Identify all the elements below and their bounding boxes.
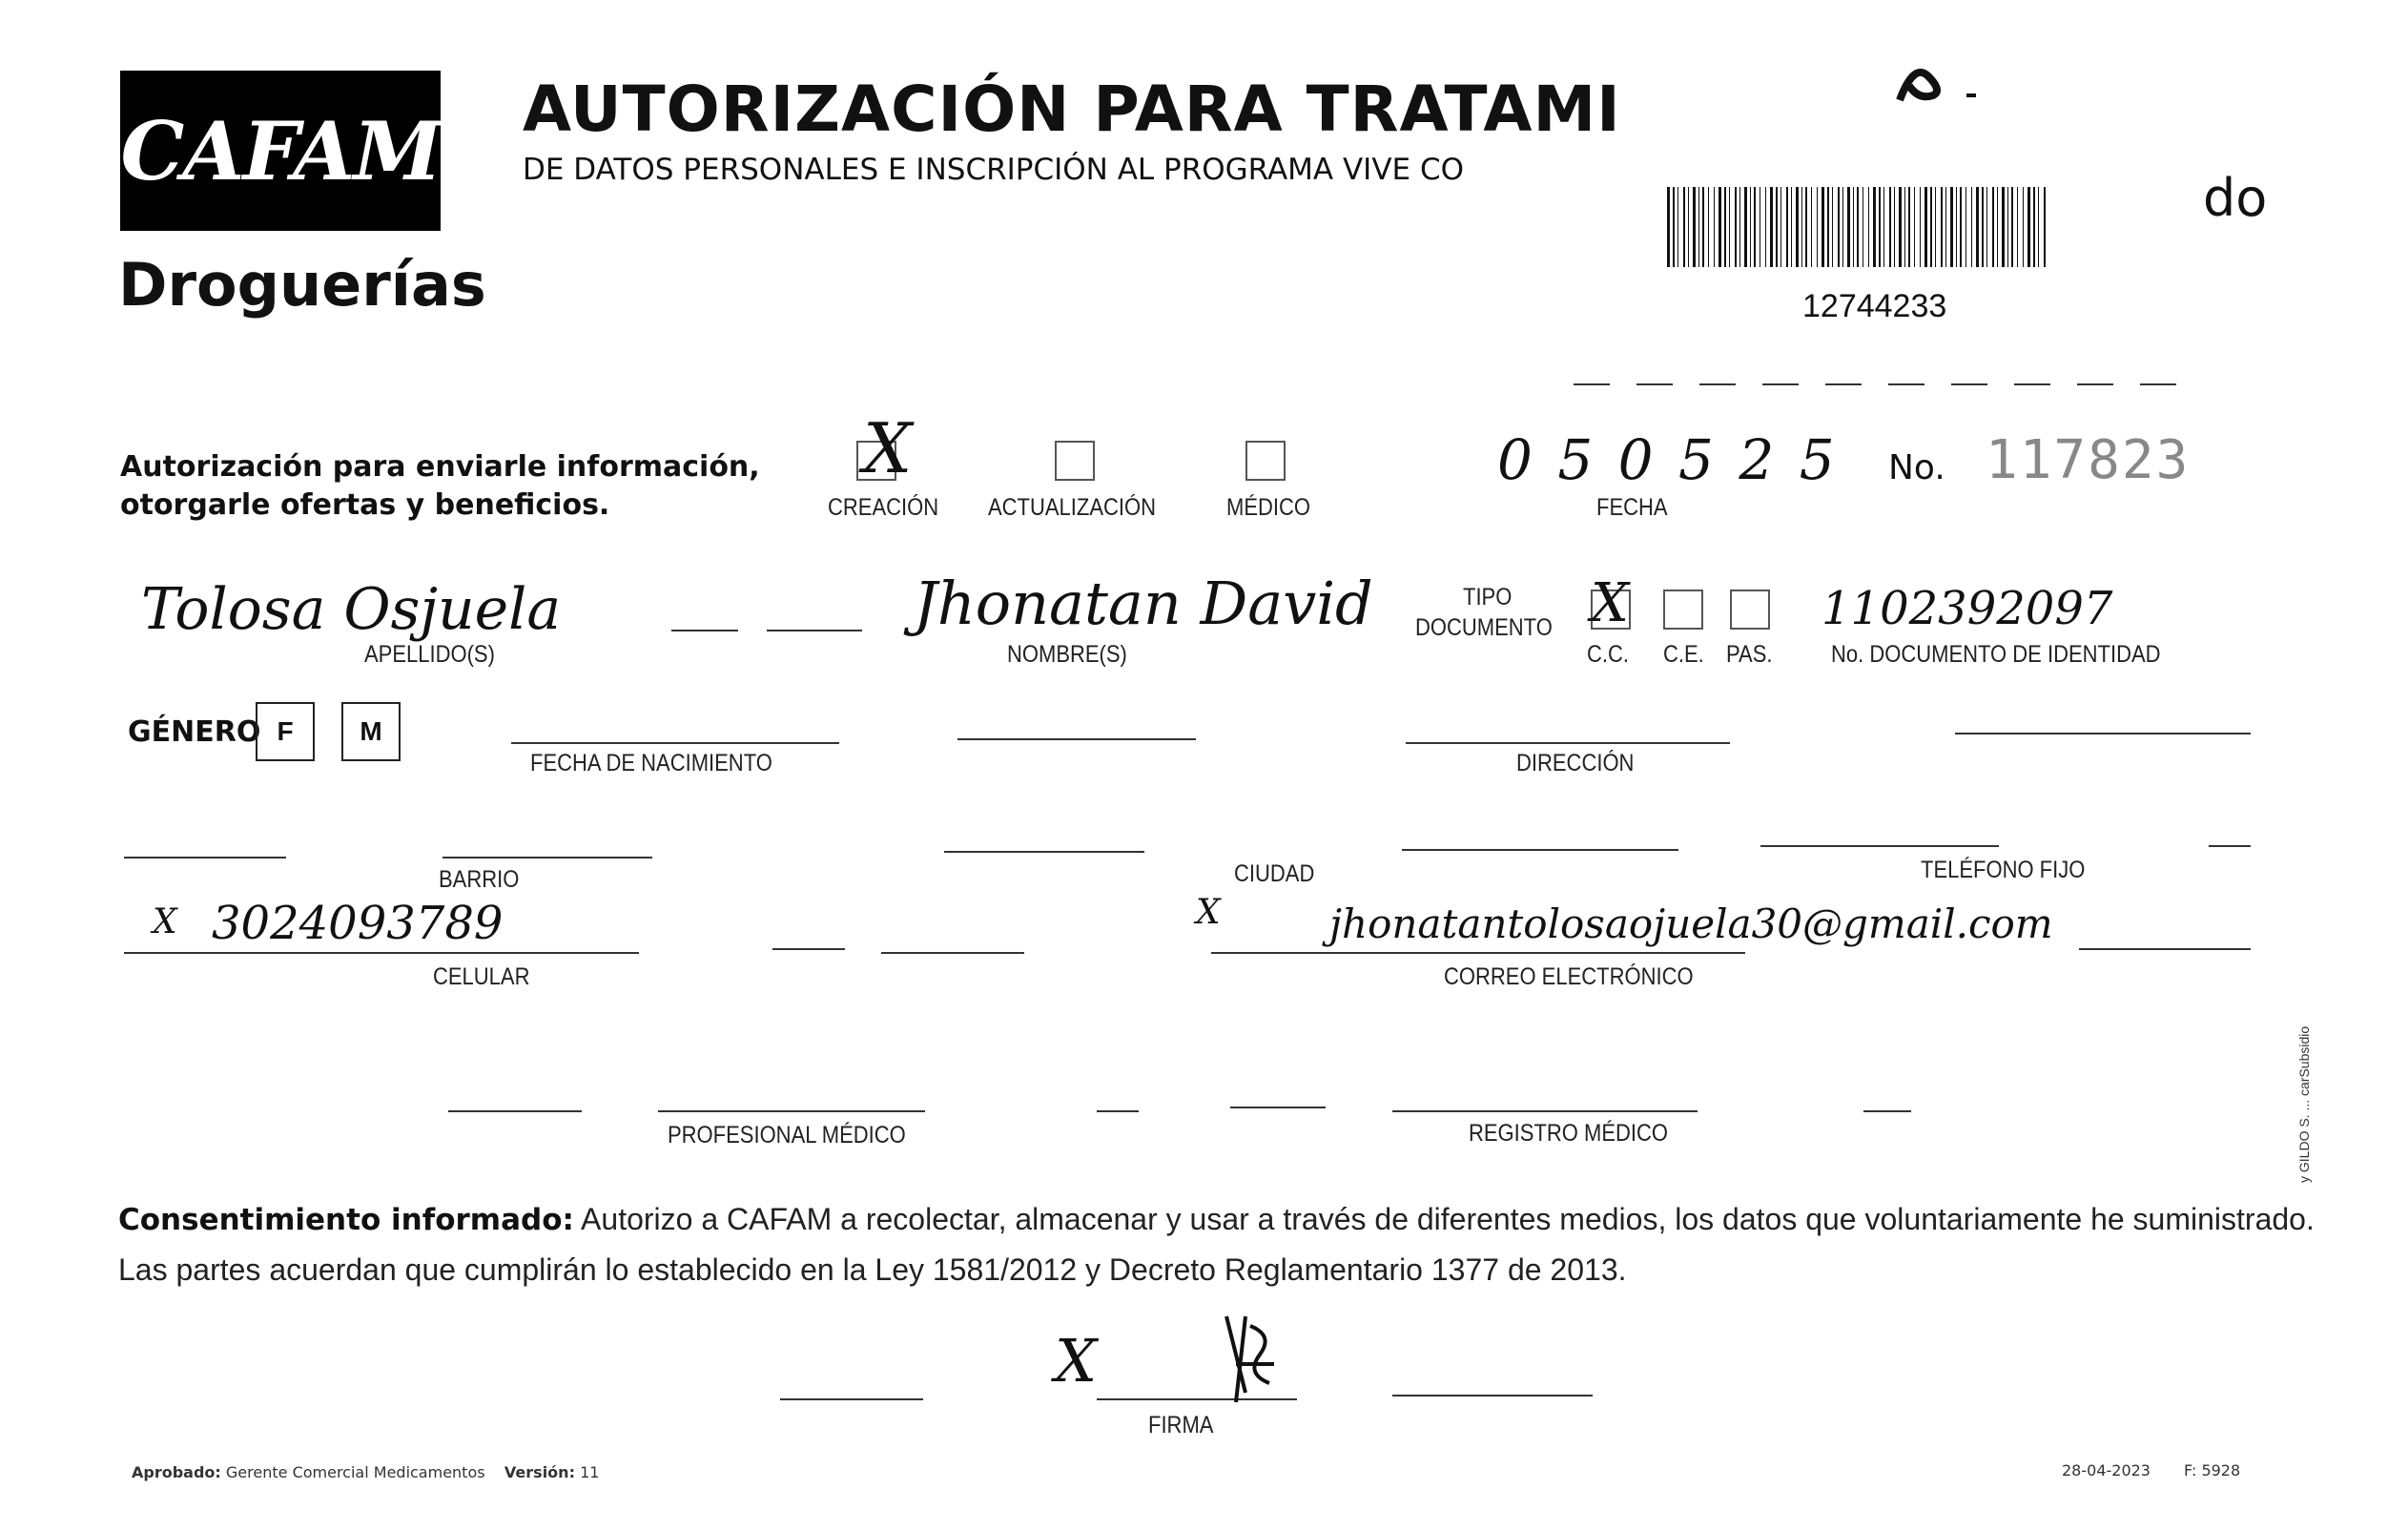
genero-f-checkbox[interactable] — [256, 702, 315, 761]
field-line — [2079, 948, 2251, 950]
actualizacion-label: ACTUALIZACIÓN — [988, 494, 1157, 521]
correo-label: CORREO ELECTRÓNICO — [1444, 963, 1694, 990]
correo-line — [1211, 952, 1745, 954]
celular-line — [124, 952, 639, 954]
celular-label: CELULAR — [433, 963, 530, 990]
barcode-number: 12744233 — [1802, 288, 1947, 324]
ce-label: C.E. — [1663, 641, 1704, 668]
signature-x-mark: X — [1055, 1326, 1098, 1396]
barcode-icon — [1667, 187, 2052, 267]
genero-m-label: M — [360, 716, 382, 746]
version-value: 11 — [580, 1463, 600, 1481]
authorization-text — [120, 448, 760, 525]
ink-scribble-icon — [1890, 57, 1995, 114]
field-line — [1955, 733, 2251, 734]
profesional-line — [658, 1110, 925, 1112]
consent-line-2: Las partes acuerdan que cumplirán lo establecido en la Ley 1581/2012 y Decreto Reglamentario 1377 de 2013. — [118, 1252, 1627, 1287]
medico-checkbox[interactable] — [1245, 441, 1286, 481]
tipo-documento-label-1: TIPO — [1463, 584, 1513, 610]
fecha-nacimiento-label: FECHA DE NACIMIENTO — [530, 750, 772, 776]
footer-date: 28-04-2023 — [2062, 1461, 2151, 1479]
fecha-value[interactable]: 0 5 0 5 2 5 — [1497, 427, 1839, 492]
medico-label: MÉDICO — [1226, 494, 1310, 521]
aprobado-value: Gerente Comercial Medicamentos — [225, 1463, 485, 1481]
ciudad-line — [1402, 849, 1678, 851]
correo-value[interactable]: jhonatantolosaojuela30@gmail.com — [1329, 900, 2053, 947]
consent-line-1: Autorizo a CAFAM a recolectar, almacenar y usar a través de diferentes medios, los datos que voluntariamente he suministrado. — [573, 1202, 2315, 1236]
profesional-label: PROFESIONAL MÉDICO — [668, 1122, 906, 1148]
dashed-separator — [1574, 383, 2193, 385]
celular-value[interactable]: 3024093789 — [212, 897, 504, 950]
footer-code: F: 5928 — [2184, 1461, 2241, 1479]
pas-label: PAS. — [1726, 641, 1773, 668]
field-line — [767, 630, 862, 631]
documento-value[interactable]: 1102392097 — [1821, 582, 2113, 635]
direccion-line — [1406, 742, 1730, 744]
consent-heading: Consentimiento informado: — [118, 1203, 574, 1237]
form-number: 117823 — [1986, 429, 2191, 491]
field-line — [1230, 1107, 1326, 1108]
cc-label: C.C. — [1587, 641, 1629, 668]
barrio-label: BARRIO — [439, 866, 520, 893]
ce-checkbox[interactable] — [1663, 590, 1703, 630]
field-line — [1863, 1110, 1911, 1112]
pas-checkbox[interactable] — [1730, 590, 1770, 630]
field-line — [124, 857, 286, 859]
correo-x-mark: X — [1196, 893, 1221, 932]
field-line — [772, 948, 845, 950]
aprobado-label: Aprobado: — [132, 1463, 221, 1481]
form-subtitle: DE DATOS PERSONALES E INSCRIPCIÓN AL PROGRAMA VIVE CO — [523, 153, 1465, 187]
apellidos-label: APELLIDO(S) — [364, 641, 495, 668]
barrio-line — [442, 857, 652, 859]
documento-label: No. DOCUMENTO DE IDENTIDAD — [1831, 641, 2161, 668]
signature-label: FIRMA — [1148, 1412, 1214, 1438]
celular-x-mark: X — [153, 902, 177, 941]
apellidos-value[interactable]: Tolosa Osjuela — [141, 576, 562, 643]
tipo-documento-label-2: DOCUMENTO — [1415, 614, 1553, 641]
field-line — [671, 630, 738, 631]
field-line — [1097, 1110, 1139, 1112]
direccion-label: DIRECCIÓN — [1516, 750, 1635, 776]
genero-m-checkbox[interactable] — [341, 702, 401, 761]
field-line — [780, 1398, 923, 1400]
title-tail: do — [2203, 168, 2268, 228]
field-line — [944, 851, 1144, 853]
brand-subtitle: Droguerías — [118, 250, 486, 320]
nombres-value[interactable]: Jhonatan David — [914, 569, 1373, 638]
nombres-label: NOMBRE(S) — [1007, 641, 1127, 668]
registro-label: REGISTRO MÉDICO — [1469, 1120, 1669, 1147]
authorization-line-1: Autorización para enviarle información, — [120, 450, 760, 484]
field-line — [1392, 1395, 1593, 1397]
cc-check-mark: X — [1591, 572, 1629, 634]
cafam-logo — [120, 71, 441, 231]
fecha-label: FECHA — [1596, 494, 1668, 521]
logo-text: CAFAM — [120, 103, 441, 198]
registro-line — [1392, 1110, 1698, 1112]
field-line — [1760, 845, 1999, 847]
genero-label: GÉNERO — [128, 715, 261, 749]
field-line — [957, 738, 1196, 740]
telefono-label: TELÉFONO FIJO — [1921, 857, 2086, 883]
version-label: Versión: — [504, 1463, 575, 1481]
field-line — [448, 1110, 582, 1112]
field-line — [881, 952, 1024, 954]
consent-text — [118, 1194, 2315, 1294]
ciudad-label: CIUDAD — [1234, 860, 1315, 887]
actualizacion-checkbox[interactable] — [1055, 441, 1095, 481]
field-line — [2209, 845, 2251, 847]
signature-icon — [1207, 1297, 1293, 1440]
side-text: y GILDO S. ... carSubsidio — [2296, 1025, 2312, 1183]
footer-approved — [132, 1463, 599, 1481]
creacion-label: CREACIÓN — [828, 494, 939, 521]
authorization-line-2: otorgarle ofertas y beneficios. — [120, 488, 610, 522]
no-label: No. — [1888, 448, 1945, 487]
fecha-nacimiento-line — [511, 742, 839, 744]
genero-f-label: F — [277, 716, 294, 746]
form-title: AUTORIZACIÓN PARA TRATAMI — [523, 72, 1621, 146]
creacion-check-mark: X — [863, 408, 913, 488]
